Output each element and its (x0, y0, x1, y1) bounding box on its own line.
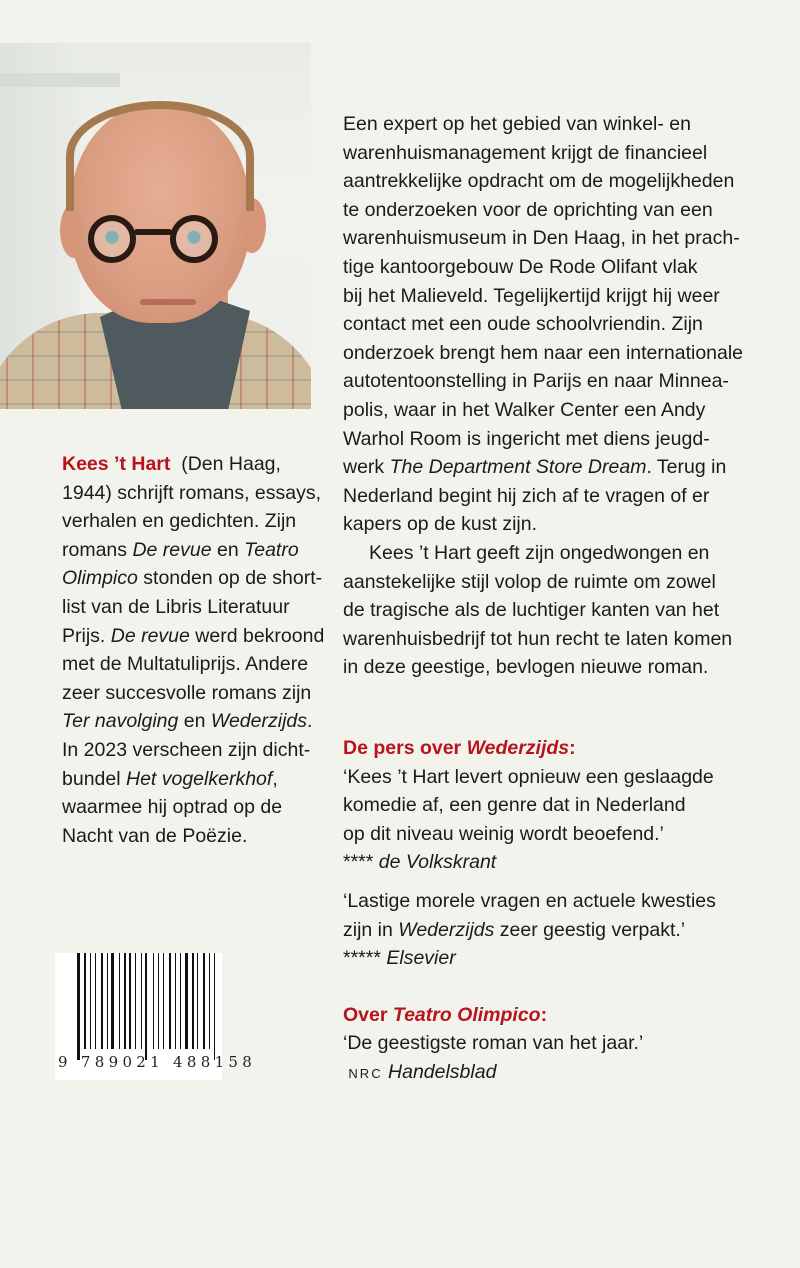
barcode-bar (133, 953, 134, 1049)
barcode-bar (135, 953, 136, 1049)
text-run: verhalen en gedichten. Zijn (62, 510, 297, 533)
text-line (343, 916, 783, 945)
text-line (62, 650, 322, 679)
barcode-bar (143, 953, 144, 1049)
bio-line (62, 450, 322, 479)
barcode-bar (137, 953, 139, 1049)
text-run: zijn in (343, 918, 399, 941)
barcode-bar (211, 953, 213, 1049)
text-line (343, 139, 783, 168)
bio-text: (Den Haag, (181, 453, 281, 475)
text-line (343, 596, 783, 625)
text-run: met de Multatuliprijs. Andere (62, 653, 309, 676)
barcode-bar (129, 953, 132, 1049)
text-run: romans (62, 538, 133, 561)
barcode-bar (124, 953, 126, 1049)
text-line (343, 367, 783, 396)
text-line (343, 253, 783, 282)
barcode-bar (84, 953, 86, 1049)
text-run: en (211, 538, 245, 561)
italic-title: The Department Store Dream (389, 456, 647, 479)
glasses-lens-left (88, 215, 136, 263)
barcode-bar (158, 953, 159, 1049)
text-line (343, 887, 783, 916)
author-bio (62, 450, 325, 850)
glasses-lens-right (170, 215, 218, 263)
text-run: werk (343, 456, 390, 479)
star-rating: ***** (343, 947, 381, 970)
text-line (343, 310, 783, 339)
barcode-bars (77, 953, 219, 1060)
text-run: warenhuismanagement krijgt de financieel (343, 141, 708, 164)
text-run: komedie af, een genre dat in Nederland (343, 794, 686, 817)
photo-background-molding (0, 73, 120, 87)
isbn-barcode (55, 953, 257, 1080)
text-line (343, 339, 783, 368)
text-line (343, 167, 783, 196)
barcode-bar (90, 953, 91, 1049)
barcode-bar (185, 953, 188, 1049)
text-line (62, 536, 322, 565)
barcode-bar (200, 953, 202, 1049)
italic-title: Wederzijds (398, 918, 495, 941)
text-run: ‘Kees ’t Hart levert opnieuw een geslaagde (343, 765, 714, 788)
author-photo (0, 43, 311, 409)
quote-source: de Volkskrant (378, 851, 497, 874)
barcode-bar (217, 953, 218, 1060)
text-line (343, 568, 783, 597)
italic-title: Teatro (244, 538, 299, 561)
quote-attribution-volkskrant (343, 848, 783, 877)
italic-title: De revue (110, 624, 190, 647)
text-run: polis, waar in het Walker Center een Andy (343, 398, 706, 421)
barcode-bar (177, 953, 179, 1049)
press-quote-nrc: ‘De geestigste roman van het jaar.’ (343, 1032, 644, 1055)
text-line (343, 539, 783, 568)
barcode-bar (192, 953, 194, 1049)
heading-suffix: : (569, 737, 576, 759)
text-run: en (178, 710, 211, 733)
text-line (343, 510, 783, 539)
text-run: stonden op de short- (137, 567, 323, 590)
text-line (343, 763, 783, 792)
barcode-bar (104, 953, 105, 1049)
text-line (62, 765, 322, 794)
text-line (62, 622, 325, 651)
barcode-bar (77, 953, 80, 1060)
text-run: bij het Malieveld. Tegelijkertijd krijgt hij weer (343, 284, 720, 307)
spacer (343, 973, 783, 1001)
barcode-bar (189, 953, 190, 1049)
barcode-bar (101, 953, 103, 1049)
barcode-bar (172, 953, 173, 1049)
text-run: Nederland begint hij zich af te vragen of er (343, 484, 710, 507)
heading-suffix: : (540, 1003, 548, 1026)
italic-title: Het vogelkerkhof (125, 767, 273, 790)
barcode-bar (111, 953, 114, 1049)
press-quote-volkskrant (343, 763, 783, 849)
italic-title: Wederzijds (210, 710, 307, 733)
italic-title: De revue (132, 538, 212, 561)
glasses-bridge (134, 229, 172, 235)
text-run: Warhol Room is ingericht met diens jeugd- (343, 427, 710, 450)
text-run: contact met een oude schoolvriendin. Zijn (343, 313, 703, 336)
text-line (343, 425, 783, 454)
quote-attribution-elsevier (343, 944, 783, 973)
text-run: kapers op de kust zijn. (343, 513, 538, 536)
text-run: , (272, 767, 278, 790)
barcode-bar (183, 953, 184, 1049)
bio-lines (62, 479, 325, 851)
text-line (343, 396, 783, 425)
text-line (343, 653, 783, 682)
barcode-bar (87, 953, 88, 1049)
text-line (343, 453, 783, 482)
heading-title: Wederzijds (466, 737, 570, 759)
press-heading-wederzijds (343, 734, 783, 763)
text-run: ‘Lastige morele vragen en actuele kwesties (343, 889, 716, 912)
quote-source: Elsevier (386, 947, 456, 970)
barcode-bar (197, 953, 198, 1049)
barcode-bar (145, 953, 147, 1060)
source-prefix: NRC (348, 1065, 383, 1081)
text-run: zeer geestig verpakt.’ (494, 918, 686, 941)
text-run: aantrekkelijke opdracht om de mogelijkheden (343, 170, 735, 193)
barcode-bar (206, 953, 207, 1049)
text-run: onderzoek brengt hem naar een internationale (343, 341, 744, 364)
heading-prefix: De pers over (343, 737, 467, 759)
isbn-digits: 9 789021 488158 (58, 1053, 257, 1071)
text-line (343, 820, 783, 849)
barcode-bar (203, 953, 206, 1049)
barcode-bar (169, 953, 171, 1049)
press-heading-teatro-olimpico (343, 1001, 783, 1030)
text-run: de tragische als de luchtiger kanten van het (343, 599, 720, 622)
book-blurb (343, 110, 783, 682)
text-line (62, 793, 322, 822)
barcode-bar (119, 953, 120, 1049)
author-name: Kees ’t Hart (62, 453, 171, 475)
barcode-bar (82, 953, 83, 1060)
text-run: autotentoonstelling in Parijs en naar Minnea- (343, 370, 729, 393)
text-run: Nacht van de Poëzie. (62, 824, 248, 847)
barcode-bar (175, 953, 176, 1049)
text-line (343, 196, 783, 225)
text-run: tige kantoorgebouw De Rode Olifant vlak (343, 255, 698, 278)
blurb-paragraph-1 (343, 110, 783, 539)
text-line (62, 736, 322, 765)
barcode-bar (153, 953, 154, 1049)
text-run: In 2023 verscheen zijn dicht- (62, 738, 311, 761)
text-run: bundel (62, 767, 126, 790)
barcode-bar (149, 953, 152, 1060)
barcode-bar (180, 953, 181, 1049)
text-line (62, 593, 322, 622)
text-line (62, 679, 322, 708)
barcode-bar (109, 953, 110, 1049)
text-run: . (307, 710, 313, 733)
text-line (62, 507, 322, 536)
text-run: te onderzoeken voor de oprichting van een (343, 198, 713, 221)
barcode-bar (155, 953, 156, 1049)
text-run: Een expert op het gebied van winkel- en (343, 113, 691, 135)
barcode-bar (107, 953, 108, 1049)
text-line (62, 822, 322, 851)
heading-title: Teatro Olimpico (392, 1003, 541, 1026)
text-run: werd bekroond (189, 624, 325, 647)
barcode-bar (160, 953, 162, 1049)
text-run: warenhuismuseum in Den Haag, in het prach- (343, 227, 740, 250)
star-rating: **** (343, 851, 374, 874)
italic-title: Ter navolging (62, 710, 179, 733)
heading-prefix: Over (343, 1003, 393, 1026)
photo-hair (66, 101, 254, 211)
text-run: Kees ’t Hart geeft zijn ongedwongen en (369, 541, 710, 564)
spacer (343, 877, 783, 887)
text-run: warenhuisbedrijf tot hun recht te laten komen (343, 627, 733, 650)
text-line (343, 625, 783, 654)
text-run: in deze geestige, bevlogen nieuwe roman. (343, 656, 709, 679)
barcode-bar (163, 953, 164, 1049)
quote-attribution-nrc (343, 1058, 783, 1089)
text-line (343, 224, 783, 253)
barcode-bar (195, 953, 196, 1049)
text-run: . Terug in (646, 456, 727, 479)
press-quotes (343, 734, 783, 1089)
barcode-bar (92, 953, 95, 1049)
quote-source: Handelsblad (388, 1060, 497, 1083)
text-run: op dit niveau weinig wordt beoefend.’ (343, 822, 664, 845)
barcode-bar (214, 953, 215, 1060)
text-run: Prijs. (62, 624, 111, 647)
text-line (62, 564, 322, 593)
barcode-bar (209, 953, 210, 1049)
photo-mouth (140, 299, 196, 305)
blurb-paragraph-2 (343, 539, 783, 682)
text-line (343, 791, 783, 820)
text-run: waarmee hij optrad op de (62, 796, 283, 819)
text-line (62, 479, 322, 508)
barcode-bar (98, 953, 100, 1049)
barcode-bar (121, 953, 122, 1049)
text-line (343, 110, 783, 139)
text-run: aanstekelijke stijl volop de ruimte om zowel (343, 570, 716, 593)
text-line (343, 282, 783, 311)
italic-title: Olimpico (62, 567, 138, 590)
press-quote-elsevier (343, 887, 783, 944)
text-run: zeer succesvolle romans zijn (62, 681, 312, 704)
barcode-bar (127, 953, 128, 1049)
barcode-bar (116, 953, 118, 1049)
text-line (62, 707, 322, 736)
barcode-bar (166, 953, 169, 1049)
text-run: 1944) schrijft romans, essays, (62, 481, 322, 504)
barcode-bar (141, 953, 142, 1049)
text-run: list van de Libris Literatuur (62, 595, 290, 618)
barcode-bar (95, 953, 96, 1049)
text-line (343, 482, 783, 511)
